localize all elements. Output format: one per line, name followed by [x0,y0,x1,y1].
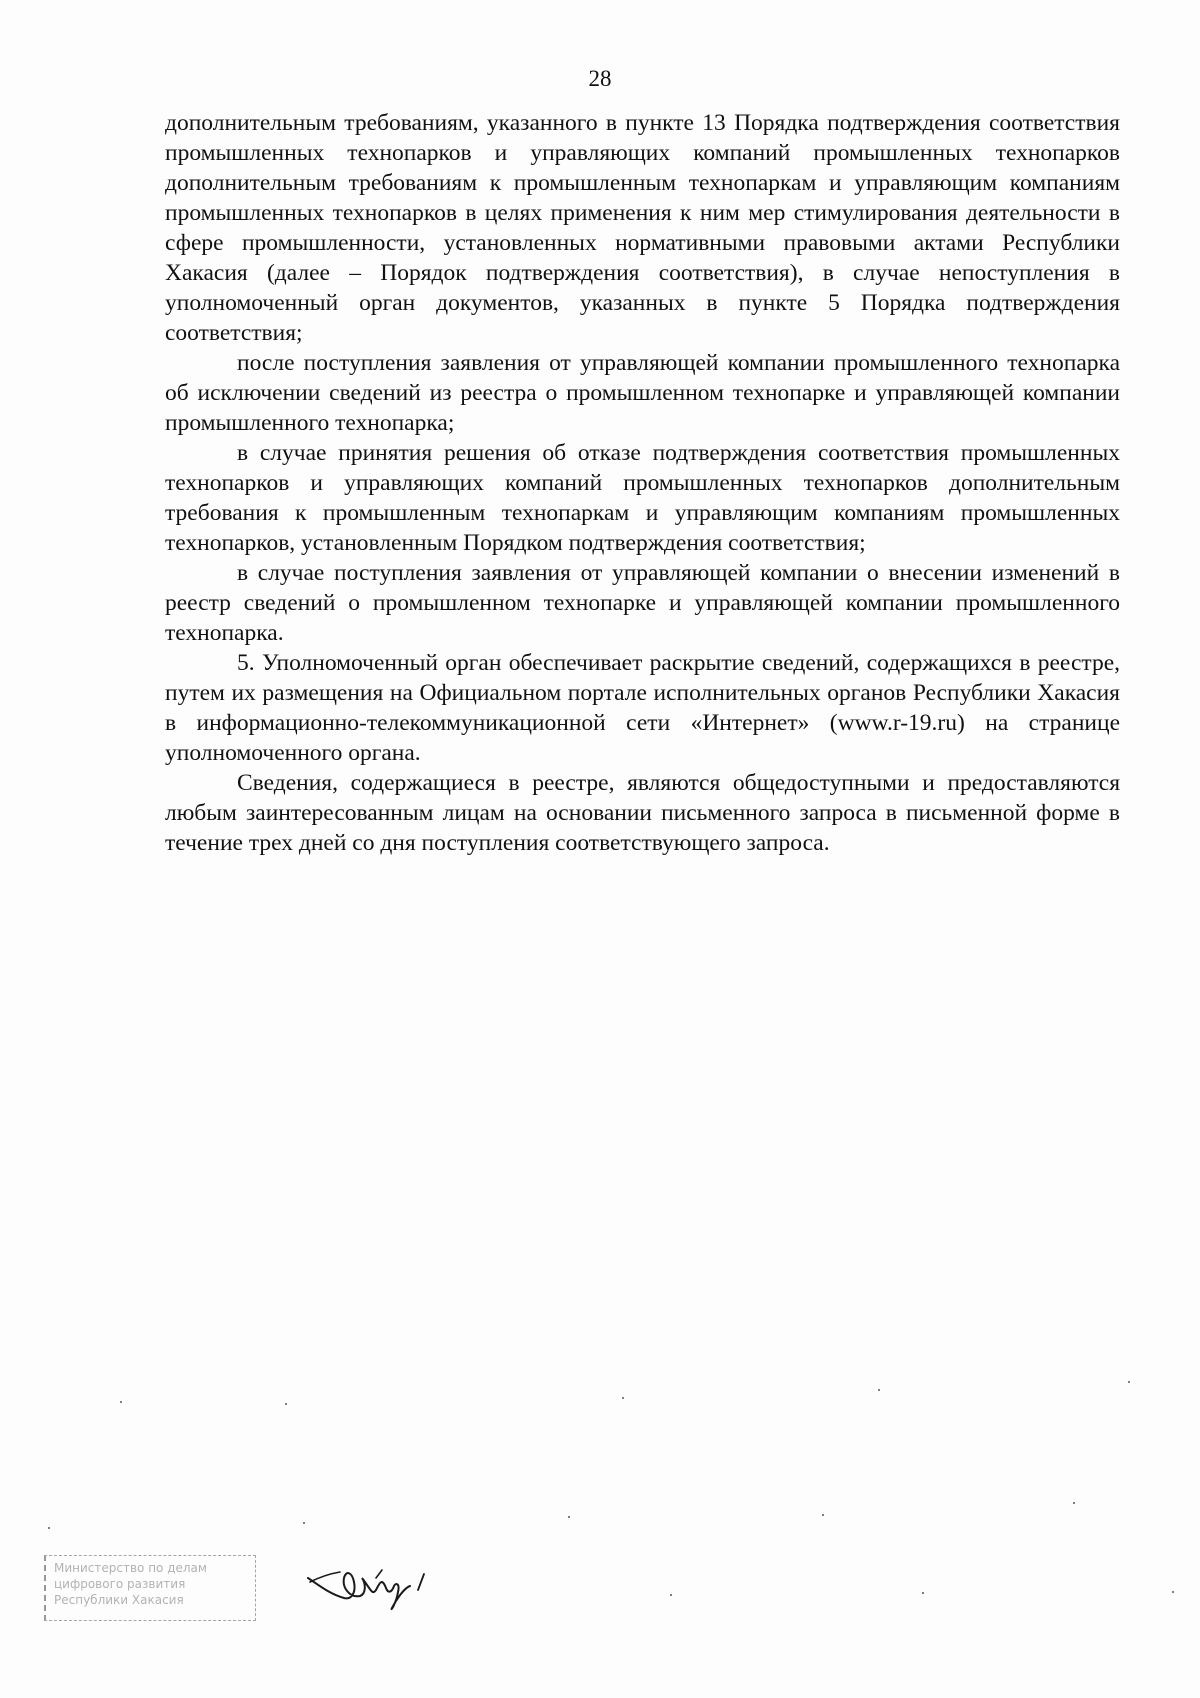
stamp-line: Республики Хакасия [54,1593,184,1607]
scan-speck [922,1592,924,1594]
paragraph-6: Сведения, содержащиеся в реестре, являются общедоступными и предоставляются любым заинтересованным лицам на основании письменного запроса в письменной форме в течение трех дней со дня поступления соответствующего запроса. [165,770,1120,856]
scan-speck [670,1594,672,1596]
scan-speck [878,1389,880,1391]
scan-speck [1172,1591,1174,1593]
stamp-line: Министерство по делам [54,1561,207,1575]
scan-speck [622,1397,624,1399]
scan-speck [1128,1381,1130,1383]
signature-image [300,1548,440,1618]
page-number: 28 [588,66,612,91]
scan-speck [285,1403,287,1405]
scan-speck [303,1522,305,1524]
paragraph-5: 5. Уполномоченный орган обеспечивает раскрытие сведений, содержащихся в реестре, путем их размещения на Официальном портале исполнительных органов Республики Хакасия в информационно-телекоммуникационной сети «Интернет» (www.r-19.ru) на странице уполномоченного органа. [165,650,1120,766]
scan-speck [48,1527,50,1529]
scan-speck [120,1401,122,1403]
document-body [165,108,1120,858]
paragraph-1: дополнительным требованиям, указанного в пункте 13 Порядка подтверждения соответствия промышленных технопарков и управляющих компаний промышленных технопарков дополнительным требованиям к промышленным технопаркам и управляющим компаниям промышленных технопарков в целях применения к ним мер стимулирования деятельности в сфере промышленности, установленных нормативными правовыми актами Республики Хакасия (далее – Порядок подтверждения соответствия), в случае непоступления в уполномоченный орган документов, указанных в пункте 5 Порядка подтверждения соответствия; [165,110,1120,346]
scan-speck [1073,1502,1075,1504]
paragraph-4: в случае поступления заявления от управляющей компании о внесении изменений в реестр сведений о промышленном технопарке и управляющей компании промышленного технопарка. [165,560,1120,646]
registration-stamp [44,1555,256,1621]
scan-speck [822,1514,824,1516]
scan-speck [568,1516,570,1518]
paragraph-2: после поступления заявления от управляющей компании промышленного технопарка об исключении сведений из реестра о промышленном технопарке и управляющей компании промышленного технопарка; [165,350,1120,436]
stamp-line: цифрового развития [54,1577,186,1591]
paragraph-3: в случае принятия решения об отказе подтверждения соответствия промышленных технопарков и управляющих компаний промышленных технопарков дополнительным требования к промышленным технопаркам и управляющим компаниям промышленных технопарков, установленным Порядком подтверждения соответствия; [165,440,1120,556]
